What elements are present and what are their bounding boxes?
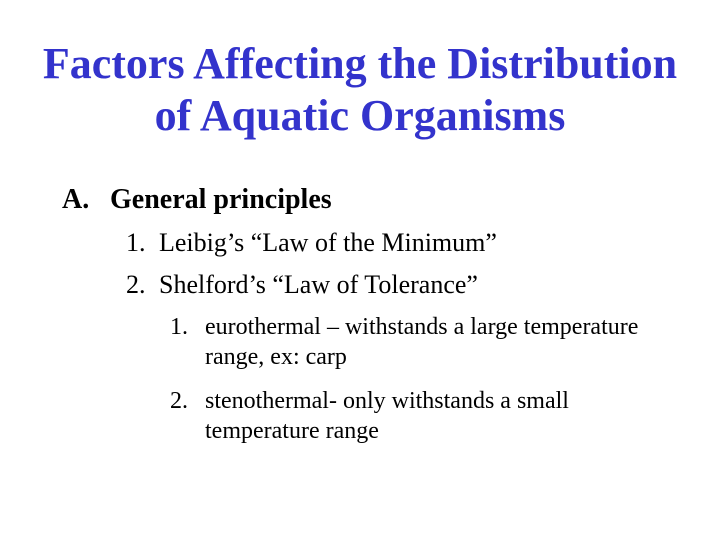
slide-title bbox=[0, 38, 720, 142]
section-marker: A. bbox=[62, 184, 90, 215]
list-item-text: Shelford’s “Law of Tolerance” bbox=[159, 270, 478, 299]
list-item-law-of-minimum bbox=[126, 226, 497, 260]
title-line-1: Factors Affecting the Distribution bbox=[42, 39, 678, 88]
section-heading bbox=[62, 182, 332, 218]
title-line-2: of Aquatic Organisms bbox=[154, 91, 566, 140]
list-item-marker: 2. bbox=[126, 270, 146, 299]
list-item-marker: 2. bbox=[170, 388, 188, 414]
list-item-text: stenothermal- only withstands a small temperature range bbox=[205, 388, 569, 444]
list-item-law-of-tolerance bbox=[126, 268, 478, 302]
section-text: General principles bbox=[110, 184, 332, 215]
list-item-eurothermal bbox=[170, 312, 665, 372]
list-item-text: eurothermal – withstands a large temperature range, ex: carp bbox=[205, 314, 639, 370]
list-item-marker: 1. bbox=[126, 228, 146, 257]
list-item-marker: 1. bbox=[170, 314, 188, 340]
list-item-stenothermal bbox=[170, 386, 665, 446]
list-item-text: Leibig’s “Law of the Minimum” bbox=[159, 228, 497, 257]
